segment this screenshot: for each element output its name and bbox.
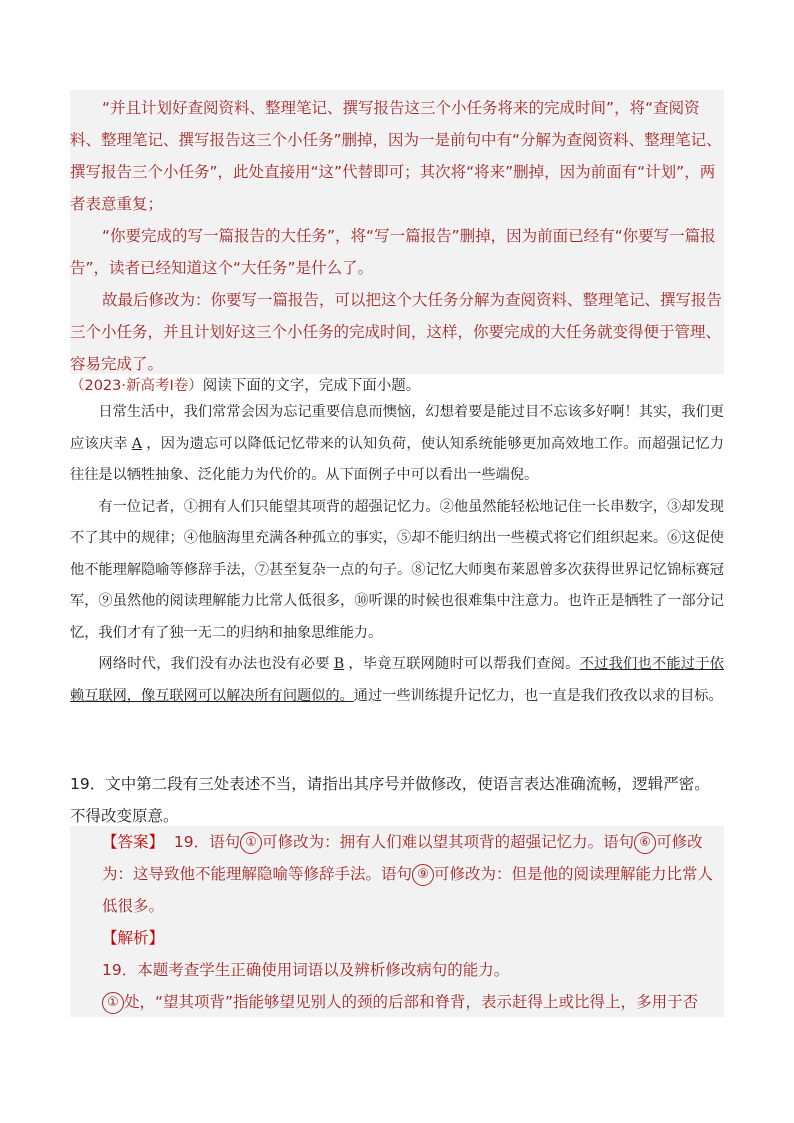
passage-text: ，毕竟互联网随时可以帮我们查阅。 [348,656,580,672]
passage-text: ，因为遗忘可以降低记忆带来的认知负荷，使认知系统能够更加高效地工作。而超强记忆力往往是以牺牲抽象、泛化能力为代价的。从下面例子中可以看出一些端倪。 [70,435,724,483]
analysis-paragraph-3: 故最后修改为：你要写一篇报告，可以把这个大任务分解为查阅资料、整理笔记、撰写报告三个小任务，并且计划好这三个小任务的完成时间，这样，你要完成的大任务就变得便于管理、容易完成了。 [70,291,723,373]
passage-paragraph-2: 有一位记者，①拥有人们只能望其项背的超强记忆力。②他虽然能轻松地记住一长串数字，③却发现不了其中的规律；④他脑海里充满各种孤立的事实，⑤却不能归纳出一些模式将它们组织起来。⑥这促使他不能理解隐喻等修辞手法，⑦甚至复杂一点的句子。⑧记忆大师奥布莱恩曾多次获得世界记忆锦标赛冠军，⑨虽然他的阅读理解能力比常人低很多，⑩听课的时候也很难集中注意力。也许正是牺牲了一部分记忆，我们才有了独一无二的归纳和抽象思维能力。 [70,498,724,641]
analysis-point-1 [70,986,724,1018]
analysis-paragraph-2: “你要完成的写一篇报告的大任务”，将“写一篇报告”删掉，因为前面已经有“你要写一篇报告”，读者已经知道这个“大任务”是什么了。 [70,227,716,277]
passage-paragraph-3 [70,649,724,712]
answer-block [70,826,724,1017]
analysis-paragraph-1: “并且计划好查阅资料、整理笔记、撰写报告这三个小任务将来的完成时间”，将“查阅资料、整理笔记、撰写报告这三个小任务”删掉，因为一是前句中有“分解为查阅资料、整理笔记、撰写报告三个小任务”，此处直接用“这”代替即可；其次将“将来”删掉，因为前面有“计划”，两者表意重复； [70,99,722,213]
circled-number-6: ⑥ [634,832,656,854]
passage-text: 通过一些训练提升记忆力，也一直是我们孜孜以求的目标。 [353,687,723,704]
analysis-label: 【解析】 [102,929,165,947]
exam-reference: （2023·新高考Ⅰ卷） [70,378,203,394]
circled-number-1: ① [240,832,262,854]
analysis-continuation-block [70,90,724,374]
answer-text [70,826,724,922]
passage-paragraph-1 [70,397,724,492]
analysis-intro: 19．本题考查学生正确使用词语以及辨析修改病句的能力。 [102,961,510,979]
answer-text-part: 可修改为：但是他的阅读理解能力比常人低很多。 [102,865,714,915]
blank-a: A [131,435,143,452]
answer-text-part: 可修改为：这导致他不能理解隐喻等修辞手法。语句 [102,833,703,883]
answer-text-part: 可修改为：拥有人们难以望其项背的超强记忆力。语句 [262,833,635,851]
circled-number-1: ① [102,992,124,1014]
reading-passage [70,397,724,712]
question-19 [70,768,724,832]
question-19-text: 19．文中第二段有三处表述不当，请指出其序号并做修改，使语言表达准确流畅，逻辑严密。不得改变原意。 [70,775,710,825]
question-source-line [70,375,724,397]
answer-label: 【答案】 [102,833,165,851]
circled-number-9: ⑨ [412,864,434,886]
analysis-text: 处，“望其项背”指能够望见别人的颈的后部和脊背，表示赶得上或比得上，多用于否 [124,993,699,1011]
underlined-sentence: 不过我们也不能过于依赖互联网，像互联网可以解决所有问题似的。 [70,656,724,704]
passage-text: 日常生活中，我们常常会因为忘记重要信息而懊恼，幻想着要是能过目不忘该多好啊！其实，我们更应该庆幸 [70,404,724,452]
passage-text: 网络时代，我们没有办法也没有必要 [98,656,330,672]
answer-text-part: 19．语句 [173,833,241,851]
source-instruction: 阅读下面的文字，完成下面小题。 [202,378,421,394]
blank-b: B [333,656,345,672]
